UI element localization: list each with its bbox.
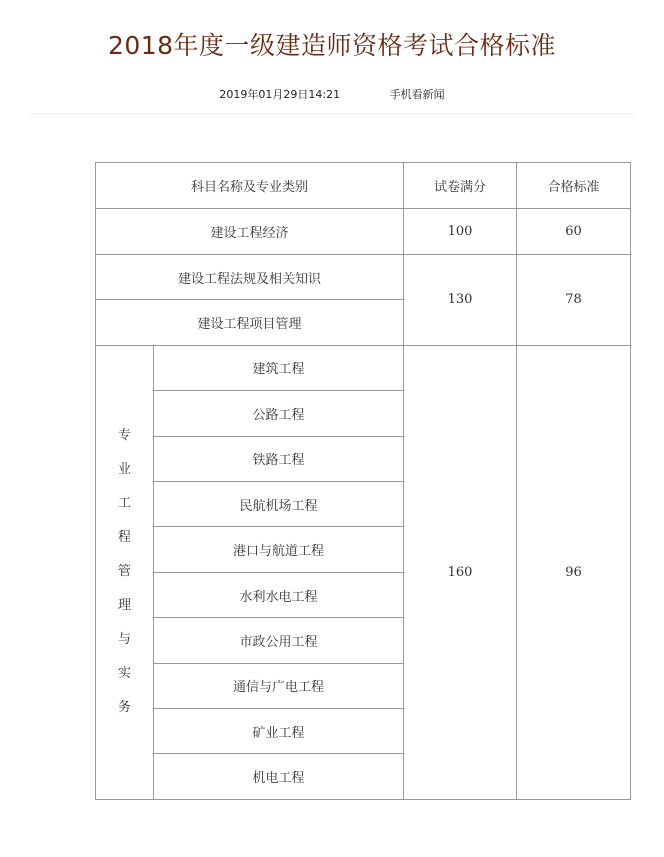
full-score-cell: 130 — [404, 254, 517, 345]
table-row — [96, 345, 631, 390]
pass-score-cell: 78 — [517, 254, 631, 345]
publish-date: 2019年01月29日14:21 — [219, 88, 341, 101]
header-pass-score: 合格标准 — [517, 163, 631, 209]
subject-cell: 建设工程项目管理 — [96, 300, 404, 345]
subject-cell: 市政公用工程 — [154, 618, 404, 663]
practice-group-label-text: 专业工程管理与实务 — [117, 428, 131, 716]
article-meta — [0, 86, 664, 102]
subject-cell: 建设工程法规及相关知识 — [96, 254, 404, 299]
full-score-cell: 100 — [404, 209, 517, 254]
mobile-news-link[interactable]: 手机看新闻 — [389, 88, 445, 101]
practice-group-label — [96, 345, 154, 799]
pass-score-cell: 96 — [517, 345, 631, 799]
subject-cell: 铁路工程 — [154, 436, 404, 481]
table-row — [96, 209, 631, 254]
subject-cell: 建筑工程 — [154, 345, 404, 390]
header-subject: 科目名称及专业类别 — [96, 163, 404, 209]
subject-cell: 水利水电工程 — [154, 572, 404, 617]
header-full-score: 试卷满分 — [404, 163, 517, 209]
subject-cell: 矿业工程 — [154, 709, 404, 754]
table-row — [96, 254, 631, 299]
divider — [30, 113, 634, 114]
pass-score-cell: 60 — [517, 209, 631, 254]
subject-cell: 公路工程 — [154, 391, 404, 436]
article-title: 2018年度一级建造师资格考试合格标准 — [107, 31, 557, 60]
subject-cell: 港口与航道工程 — [154, 527, 404, 572]
pass-standard-table — [95, 162, 631, 800]
subject-cell: 民航机场工程 — [154, 481, 404, 526]
subject-cell: 通信与广电工程 — [154, 663, 404, 708]
full-score-cell: 160 — [404, 345, 517, 799]
subject-cell: 建设工程经济 — [96, 209, 404, 254]
subject-cell: 机电工程 — [154, 754, 404, 800]
table-header-row — [96, 163, 631, 209]
